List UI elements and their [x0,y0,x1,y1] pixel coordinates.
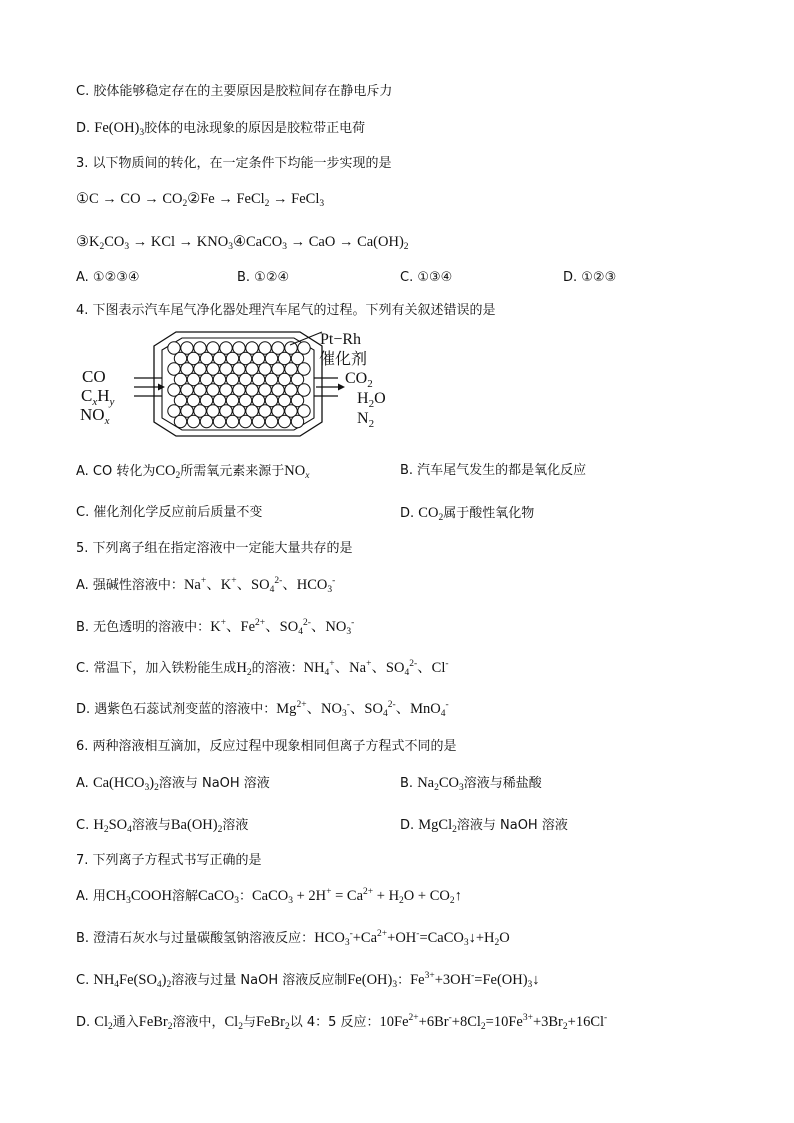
catalyst-pellet [265,415,277,427]
q7-opt-c: C. $NH_4Fe(SO_4)_2$溶液与过量 NaOH 溶液反应制$Fe(OH)_3$：$Fe^{3+}+3OH^-=Fe(OH)_3↓$ [76,971,540,990]
catalytic-converter-diagram [76,326,396,444]
q2-opt-d: D. $Fe(OH)_3$胶体的电泳现象的原因是胶粒带正电荷 [76,120,366,138]
output-co2-label: $CO_2$ [345,370,373,390]
q3-list-1: ①C → CO → $CO_2②Fe$ → FeCl$_2$ → FeCl$_3$ [76,191,325,209]
catalyst-pellet [252,415,264,427]
catalyst-pellet [239,415,251,427]
catalyst-pellet [187,415,199,427]
q3-list-2: $③K_2CO_3$ → KCl → $KNO_3④CaCO_3$ → CaO → $Ca(OH)_2$ [76,234,409,252]
catalyst-pellet [291,415,303,427]
input-nox-label: $NO_x$ [80,405,110,427]
catalyst-name-label: 催化剂 [319,351,368,368]
q4-stem: 4. 下图表示汽车尾气净化器处理汽车尾气的过程。下列有关叙述错误的是 [76,303,496,318]
q5-opt-d: D. 遇紫色石蕊试剂变蓝的溶液中：$Mg^{2+}$、$NO_3^-$、$SO_4^{2-}$、MnO$_4$- [76,700,449,719]
q7-opt-b: B. 澄清石灰水与过量碳酸氢钠溶液反应：$HCO_3^-+Ca^{2+}+OH^-=CaCO_3↓+H_2O$ [76,929,510,948]
q7-opt-d: D. $Cl_2$通入FeBr$_2$溶液中，$Cl_2$与FeBr$_2$以 4：5 反应：$10Fe^{2+}+6Br^-+8Cl_2=10Fe^{3+}+3Br_2+16Cl^-$ [76,1013,608,1032]
q5-opt-b: B. 无色透明的溶液中：K+、$Fe^{2+}$、$SO_4^{2-}$、$NO_3^-$ [76,618,355,637]
q3-opt-c: C. ①③④ [400,270,453,285]
q3-opt-b: B. ①②④ [237,270,290,285]
q6-opt-a: A. $Ca(HCO_3)_2$溶液与 NaOH 溶液 [76,775,270,793]
catalyst-pellet [213,415,225,427]
output-h2o-label: $H_2O$ [357,390,386,410]
catalyst-pellet [200,415,212,427]
q4-opt-a: A. CO 转化为$CO_2$所需氧元素来源于$NO_x$ [76,463,310,481]
catalyst-pellet [226,415,238,427]
output-n2-label: $N_2$ [357,410,375,430]
q6-opt-d: D. MgCl$_2$溶液与 NaOH 溶液 [400,817,568,835]
q2-opt-c: C. 胶体能够稳定存在的主要原因是胶粒间存在静电斥力 [76,84,393,99]
q5-opt-a: A. 强碱性溶液中：Na+、K+、$SO_4^{2-}$、$HCO_3^-$ [76,576,336,595]
q4-opt-c: C. 催化剂化学反应前后质量不变 [76,505,263,520]
q7-opt-a: A. 用$CH_3COOH$溶解CaCO$_3$：CaCO$_3$ + $2H^+ = Ca^{2+} + H_2O$ + $CO_2↑$ [76,887,462,906]
catalyst-metal-label: Pt−Rh [320,331,362,348]
q7-stem: 7. 下列离子方程式书写正确的是 [76,853,262,868]
q6-opt-b: B. $Na_2CO_3$溶液与稀盐酸 [400,775,542,793]
q6-opt-c: C. $H_2SO_4$溶液与$Ba(OH)_2$溶液 [76,817,249,835]
q3-stem: 3. 以下物质间的转化，在一定条件下均能一步实现的是 [76,156,392,171]
catalyst-pellet [278,415,290,427]
q3-opt-d: D. ①②③ [563,270,617,285]
input-cxhy-label: $C_xH_y$ [81,386,115,408]
q5-stem: 5. 下列离子组在指定溶液中一定能大量共存的是 [76,541,353,556]
q3-opt-a: A. ①②③④ [76,270,140,285]
catalyst-pellets [168,342,310,428]
q4-opt-b: B. 汽车尾气发生的都是氧化反应 [400,463,587,478]
q5-opt-c: C. 常温下，加入铁粉能生成$H_2$的溶液：$NH_4^+$、Na+、$SO_4^{2-}$、Cl- [76,659,449,678]
q6-stem: 6. 两种溶液相互滴加，反应过程中现象相同但离子方程式不同的是 [76,739,457,754]
catalyst-pellet [174,415,186,427]
input-co-label: CO [82,367,106,386]
outlet-arrowhead [338,384,345,391]
q4-opt-d: D. $CO_2$属于酸性氧化物 [400,505,535,523]
